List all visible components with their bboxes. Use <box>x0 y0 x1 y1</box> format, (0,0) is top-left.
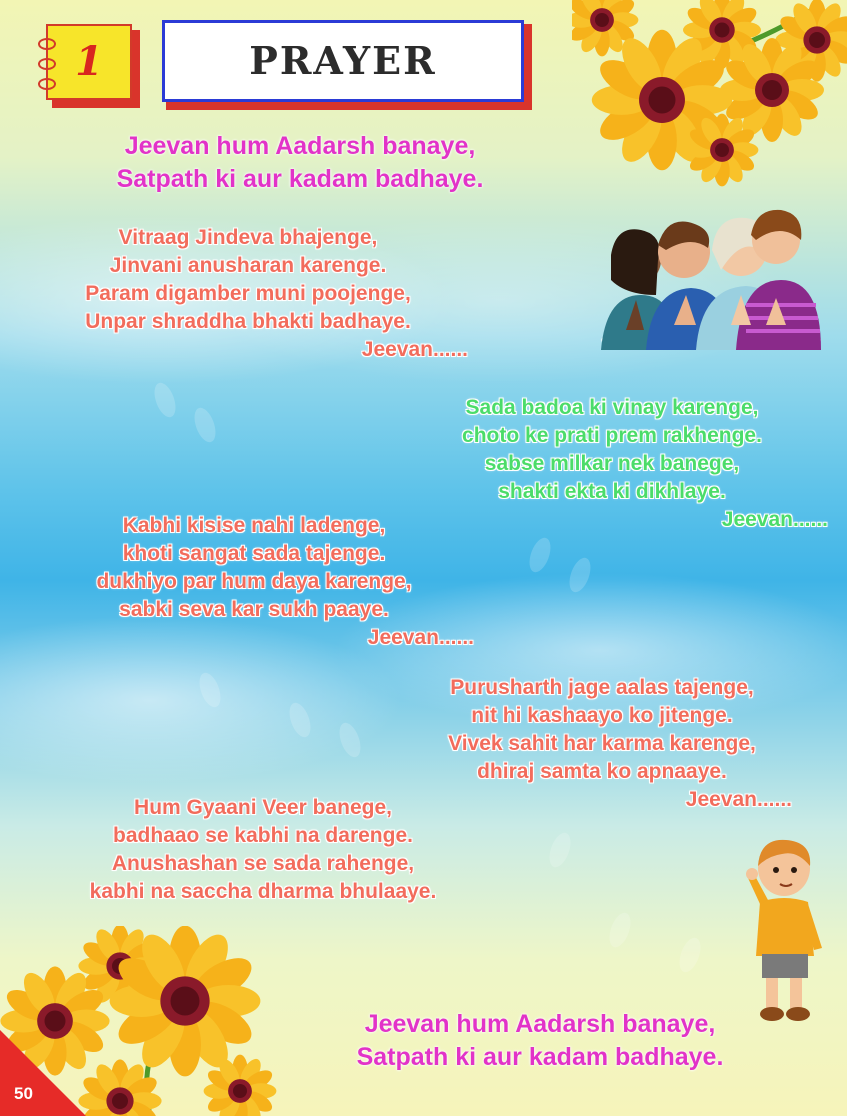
stanza-line: dukhiyo par hum daya karenge, <box>96 570 412 593</box>
thinking-boy-illustration <box>742 838 832 1028</box>
stanza-line: Jinvani anusharan karenge. <box>109 254 387 277</box>
stanza-line: badhaao se kabhi na darenge. <box>113 824 413 847</box>
refrain-top <box>40 130 560 196</box>
stanza-line: sabki seva kar sukh paaye. <box>119 598 389 621</box>
chapter-number-box <box>46 24 138 104</box>
stanza-1 <box>28 224 468 364</box>
refrain-bottom <box>290 1008 790 1074</box>
stanza-line: Hum Gyaani Veer banege, <box>134 796 392 819</box>
page-corner <box>0 1030 86 1116</box>
refrain-line: Satpath ki aur kadam badhaye. <box>116 165 484 193</box>
refrain-reference: Jeevan...... <box>361 338 468 361</box>
stanza-line: shakti ekta ki dikhlaye. <box>498 480 726 503</box>
stanza-line: sabse milkar nek banege, <box>484 452 740 475</box>
refrain-reference: Jeevan...... <box>685 788 792 811</box>
refrain-line: Satpath ki aur kadam badhaye. <box>356 1043 724 1071</box>
stanza-line: Anushashan se sada rahenge, <box>111 852 415 875</box>
stanza-line: khoti sangat sada tajenge. <box>122 542 386 565</box>
refrain-line: Jeevan hum Aadarsh banaye, <box>124 132 476 160</box>
page-title: PRAYER <box>249 38 437 83</box>
chapter-number: 1 <box>75 38 103 85</box>
stanza-line: dhiraj samta ko apnaaye. <box>477 760 727 783</box>
stanza-line: Sada badoa ki vinay karenge, <box>465 396 759 419</box>
praying-children-illustration <box>596 200 826 350</box>
refrain-reference: Jeevan...... <box>721 508 828 531</box>
sunflower-cluster-top-right <box>572 0 847 190</box>
stanza-line: Vivek sahit har karma karenge, <box>448 732 756 755</box>
stanza-line: nit hi kashaayo ko jitenge. <box>471 704 733 727</box>
stanza-5 <box>28 794 498 906</box>
stanza-line: choto ke prati prem rakhenge. <box>462 424 762 447</box>
stanza-line: kabhi na saccha dharma bhulaaye. <box>89 880 437 903</box>
stanza-line: Purusharth jage aalas tajenge, <box>450 676 754 699</box>
stanza-line: Unpar shraddha bhakti badhaye. <box>85 310 411 333</box>
stanza-3 <box>34 512 474 652</box>
page-number: 50 <box>14 1084 33 1103</box>
title-box <box>162 20 532 110</box>
stanza-line: Vitraag Jindeva bhajenge, <box>118 226 378 249</box>
stanza-line: Kabhi kisise nahi ladenge, <box>122 514 386 537</box>
refrain-reference: Jeevan...... <box>367 626 474 649</box>
stanza-4 <box>412 674 792 814</box>
refrain-line: Jeevan hum Aadarsh banaye, <box>364 1010 716 1038</box>
stanza-line: Param digamber muni poojenge, <box>85 282 411 305</box>
